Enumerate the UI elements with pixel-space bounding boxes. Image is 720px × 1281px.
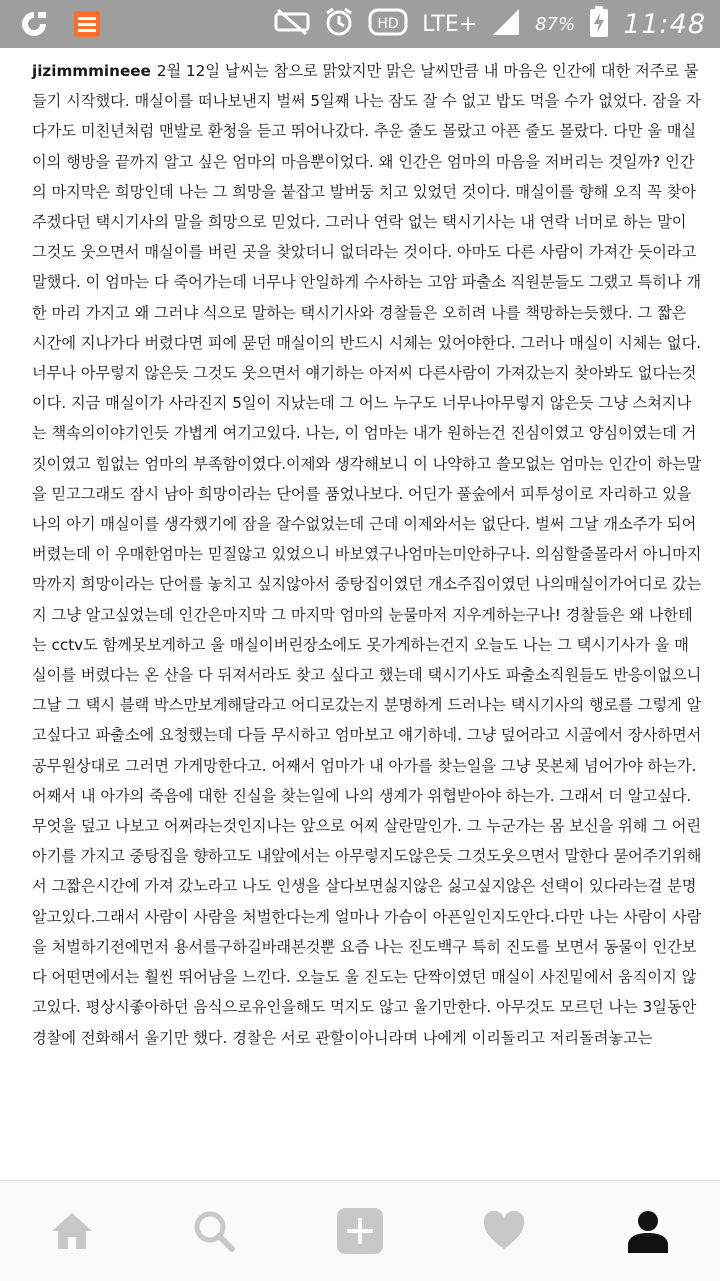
post-content[interactable] [0,48,720,1180]
nav-add-button[interactable] [336,1207,384,1255]
battery-percent: 87% [535,13,576,35]
nav-profile-button[interactable] [624,1207,672,1255]
mute-icon [274,8,310,40]
notes-icon [74,11,100,41]
nav-activity-button[interactable] [480,1207,528,1255]
heart-icon [482,1211,526,1251]
nav-search-button[interactable] [190,1207,238,1255]
add-post-icon [336,1207,384,1255]
search-icon [192,1209,236,1253]
post-caption [32,56,702,1053]
app-logo-icon [18,8,50,44]
profile-icon [626,1209,670,1253]
home-icon [50,1211,94,1251]
svg-text:HD: HD [377,16,399,32]
status-bar [0,0,720,48]
battery-charging-icon [589,6,609,42]
status-bar-notifications [18,8,100,44]
alarm-icon [324,7,354,41]
bottom-navigation [0,1180,720,1281]
post-username[interactable]: jizimmmineee [32,62,151,80]
signal-icon [491,7,521,41]
hd-voice-icon [368,7,408,41]
network-type: LTE+ [422,11,478,37]
nav-home-button[interactable] [48,1207,96,1255]
caption-text: 2월 12일 날씨는 참으로 맑았지만 맑은 날씨만큼 내 마음은 인간에 대한 저주로 물들기 시작했다. 매실이를 떠나보낸지 벌써 5일째 나는 잠도 잘 수 없고 밥도 먹을 수가 없었다. 잠을 자다가도 미친년처럼 맨발로 환청을 듣고 뛰어나갔다. 추운 줄도 몰랐고 아픈 줄도 몰랐다. 다만 울 매실이의 행방을 끝까지 알고 싶은 엄마의 마음뿐이었다. 왜 인간은 엄마의 마음을 저버리는 것일까? 인간의 마지막은 희망인데 나는 그 희망을 붙잡고 발버둥 치고 있었던 것이다. 매실이를 향해 오직 꼭 찾아 주겠다던 택시기사의 말을 희망으로 믿었다. 그러나 연락 없는 택시기사는 내 연락 너머로 하는 말이 그것도 웃으면서 매실이를 버린 곳을 찾았더니 없더라는 것이다. 아마도 다른 사람이 가져간 듯이라고 말했다. 이 엄마는 다 죽어가는데 너무나 안일하게 수사하는 고암 파출소 직원분들도 그랬고 특히나 개 한 마리 가지고 왜 그러냐 식으로 말하는 택시기사와 경찰들은 오히려 나를 책망하는듯했다. 그 짧은 시간에 지나가다 버렸다면 피에 묻던 매실이의 반드시 시체는 있어야한다. 그러나 매실이 시체는 없다. 너무나 아무렇지 않은듯 그것도 웃으면서 얘기하는 아저씨 다른사람이 가져갔는지 찾아봐도 없다는것이다. 지금 매실이가 사라진지 5일이 지났는데 그 어느 누구도 너무나아무렇지 않은듯 그냥 스쳐지나는 책속의이야기인듯 가볍게 여기고있다. 나는, 이 엄마는 내가 원하는건 진심이였고 양심이였는데 거짓이였고 힘없는 엄마의 부족함이였다.이제와 생각해보니 이 나약하고 쓸모없는 엄마는 인간이 하는말을 믿고그래도 잠시 남아 희망이라는 단어를 품었나보다. 어딘가 풀숲에서 피투성이로 자리하고 있을 나의 아기 매실이를 생각했기에 잠을 잘수없었는데 근데 이제와서는 없단다. 벌써 그날 개소주가 되어버렸는데 이 우매한엄마는 믿질않고 있었으니 바보였구나엄마는미안하구나. 의심할줄몰라서 아니마지막까지 희망이라는 단어를 놓치고 싶지않아서 중탕집이였던 개소주집이였던 나의매실이가어디로 갔는지 그냥 알고싶었는데 인간은마지막 그 마지막 엄마의 눈물마저 지우게하는구나! 경찰들은 왜 나한테는 cctv도 함께못보게하고 울 매실이버린장소에도 못가게하는건지 오늘도 나는 그 택시기사가 울 매실이를 버렸다는 온 산을 다 뒤져서라도 찾고 싶다고 했는데 택시기사도 파출소직원들도 반응이없으니 그날 그 택시 블랙 박스만보게해달라고 어디로갔는지 분명하게 드러나는 택시기사의 행로를 그렇게 알고싶다고 파출소에 요청했는데 다들 무시하고 엄마보고 얘기하네. 그냥 덮어라고 시골에서 장사하면서 공무원상대로 그러면 가게망한다고. 어째서 엄마가 내 아가를 찾는일을 그냥 못본체 넘어가야 하는가. 어째서 내 아가의 죽음에 대한 진실을 찾는일에 나의 생계가 위협받아야 하는가. 그래서 더 알고싶다. 무엇을 덮고 나보고 어쩌라는것인지나는 앞으로 어찌 살란말인가. 그 누군가는 몸 보신을 위해 그 어린 아기를 가지고 중탕집을 향하고도 내앞에서는 아무렇지도않은듯 그것도웃으면서 말한다 묻어주기위해서 그짧은시간에 가져 갔노라고 나도 인생을 살다보면싫지않은 싫고싶지않은 선택이 있다라는걸 분명알고있다.그래서 사람이 사람을 처벌한다는게 얼마나 가슴이 아픈일인지도안다.다만 나는 사람이 사람을 처벌하기전에먼저 용서를구하길바래본것뿐 요즘 나는 진도백구 특히 진도를 보면서 동물이 인간보다 어떤면에서는 훨씬 뛰어남을 느낀다. 오늘도 울 진도는 단짝이였던 매실이 사진밑에서 움직이지 않고있다. 평상시좋아하던 음식으로유인을해도 먹지도 않고 울기만한다. 아무것도 모르던 나는 3일동안 경찰에 전화해서 울기만 했다. 경찰은 서로 관할이아니라며 나에게 이리돌리고 저리돌려놓고는 [32,62,702,1047]
clock: 11:48 [623,8,706,40]
status-bar-system [274,6,706,42]
